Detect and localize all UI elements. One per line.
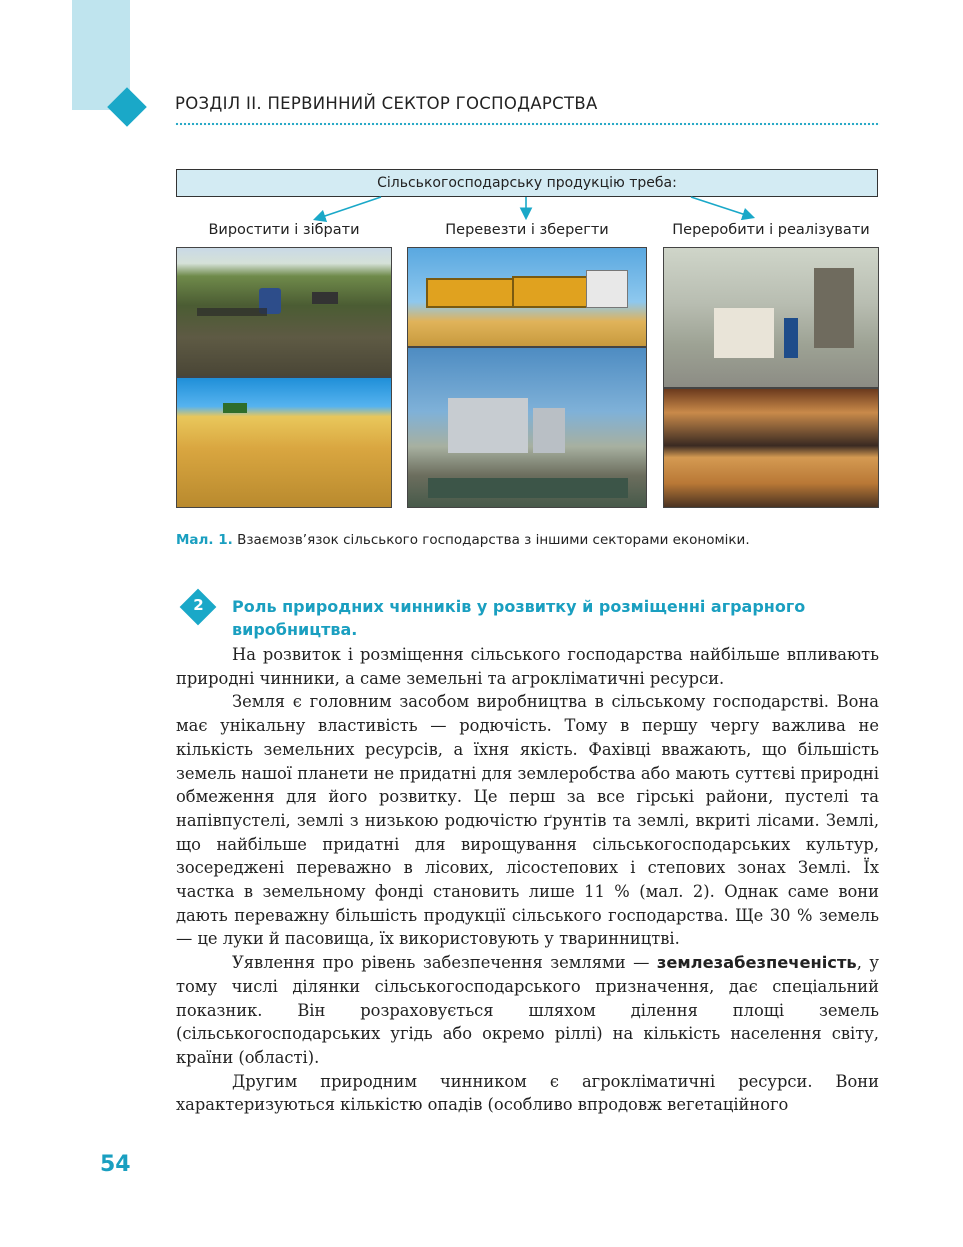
subsection-heading: Роль природних чинників у розвитку й розміщенні аграрного виробництва. bbox=[232, 597, 806, 639]
column-label-process: Переробити і реалізувати bbox=[672, 222, 870, 238]
subsection-number: 2 bbox=[193, 596, 204, 614]
column-label-transport: Перевезти і зберегти bbox=[445, 222, 609, 238]
arrow-left bbox=[316, 197, 381, 219]
body-text bbox=[176, 643, 879, 1117]
term-land-supply: землезабезпеченість bbox=[656, 953, 857, 973]
photo-flour-mill bbox=[663, 247, 879, 388]
paragraph-4: Другим природним чинником є агрокліматичні ресурси. Вони характеризуються кількістю опадів (особливо впродовж вегетаційного bbox=[176, 1071, 879, 1115]
page-number: 54 bbox=[100, 1152, 131, 1177]
photo-combine-wheat bbox=[176, 377, 392, 508]
photo-grain-elevator bbox=[407, 347, 647, 508]
paragraph-1: На розвиток і розміщення сільського господарства найбільше впливають природні чинники, а саме земельні та агрокліматичні ресурси. bbox=[176, 645, 879, 688]
photo-tractor-field bbox=[176, 247, 392, 377]
paragraph-3 bbox=[176, 951, 879, 1070]
photo-grain-truck bbox=[407, 247, 647, 347]
scheme-arrows bbox=[176, 195, 878, 225]
paragraph-3-after: , у тому числі ділянки сільськогосподарського призначення, дає спеціальний показник. Він розраховується шляхом ділення площі земель (сільськогосподарських угідь або окремо ріллі) на кількість населення світу, країни (області). bbox=[176, 953, 879, 1067]
arrow-right bbox=[691, 197, 752, 217]
dotted-divider bbox=[175, 122, 880, 128]
figure-caption-text: Взаємозв’язок сільського господарства з іншими секторами економіки. bbox=[237, 532, 750, 548]
figure-caption bbox=[176, 532, 750, 548]
photo-bread-shelves bbox=[663, 388, 879, 508]
paragraph-2: Земля є головним засобом виробництва в сільському господарстві. Вона має унікальну властивість — родючість. Тому в першу чергу важлива не кількість земельних ресурсів, а їхня якість. Фахівці вважають, що більшість земель нашої планети не придатні для землеробства або мають суттєві природні обмеження для його розвитку. Це перш за все гірські райони, пустелі та напівпустелі, землі з низькою родючістю ґрунтів та землі, вкриті лісами. Землі, що найбільше придатні для вирощування сільськогосподарських культур, зосереджені переважно в лісових, лісостепових і степових зонах Землі. Їх частка в земельному фонді становить лише 11 % (мал. 2). Однак саме вони дають переважну більшість продукції сільського господарства. Ще 30 % земель — це луки й пасовища, їх використовують у тваринництві. bbox=[176, 692, 879, 949]
figure-label: Мал. 1. bbox=[176, 532, 233, 548]
column-label-grow: Виростити і зібрати bbox=[208, 222, 360, 238]
paragraph-3-before: Уявлення про рівень забезпечення землями — bbox=[232, 953, 657, 973]
section-title: РОЗДІЛ ІІ. ПЕРВИННИЙ СЕКТОР ГОСПОДАРСТВА bbox=[175, 94, 598, 113]
scheme-box: Сільськогосподарську продукцію треба: bbox=[176, 169, 878, 197]
